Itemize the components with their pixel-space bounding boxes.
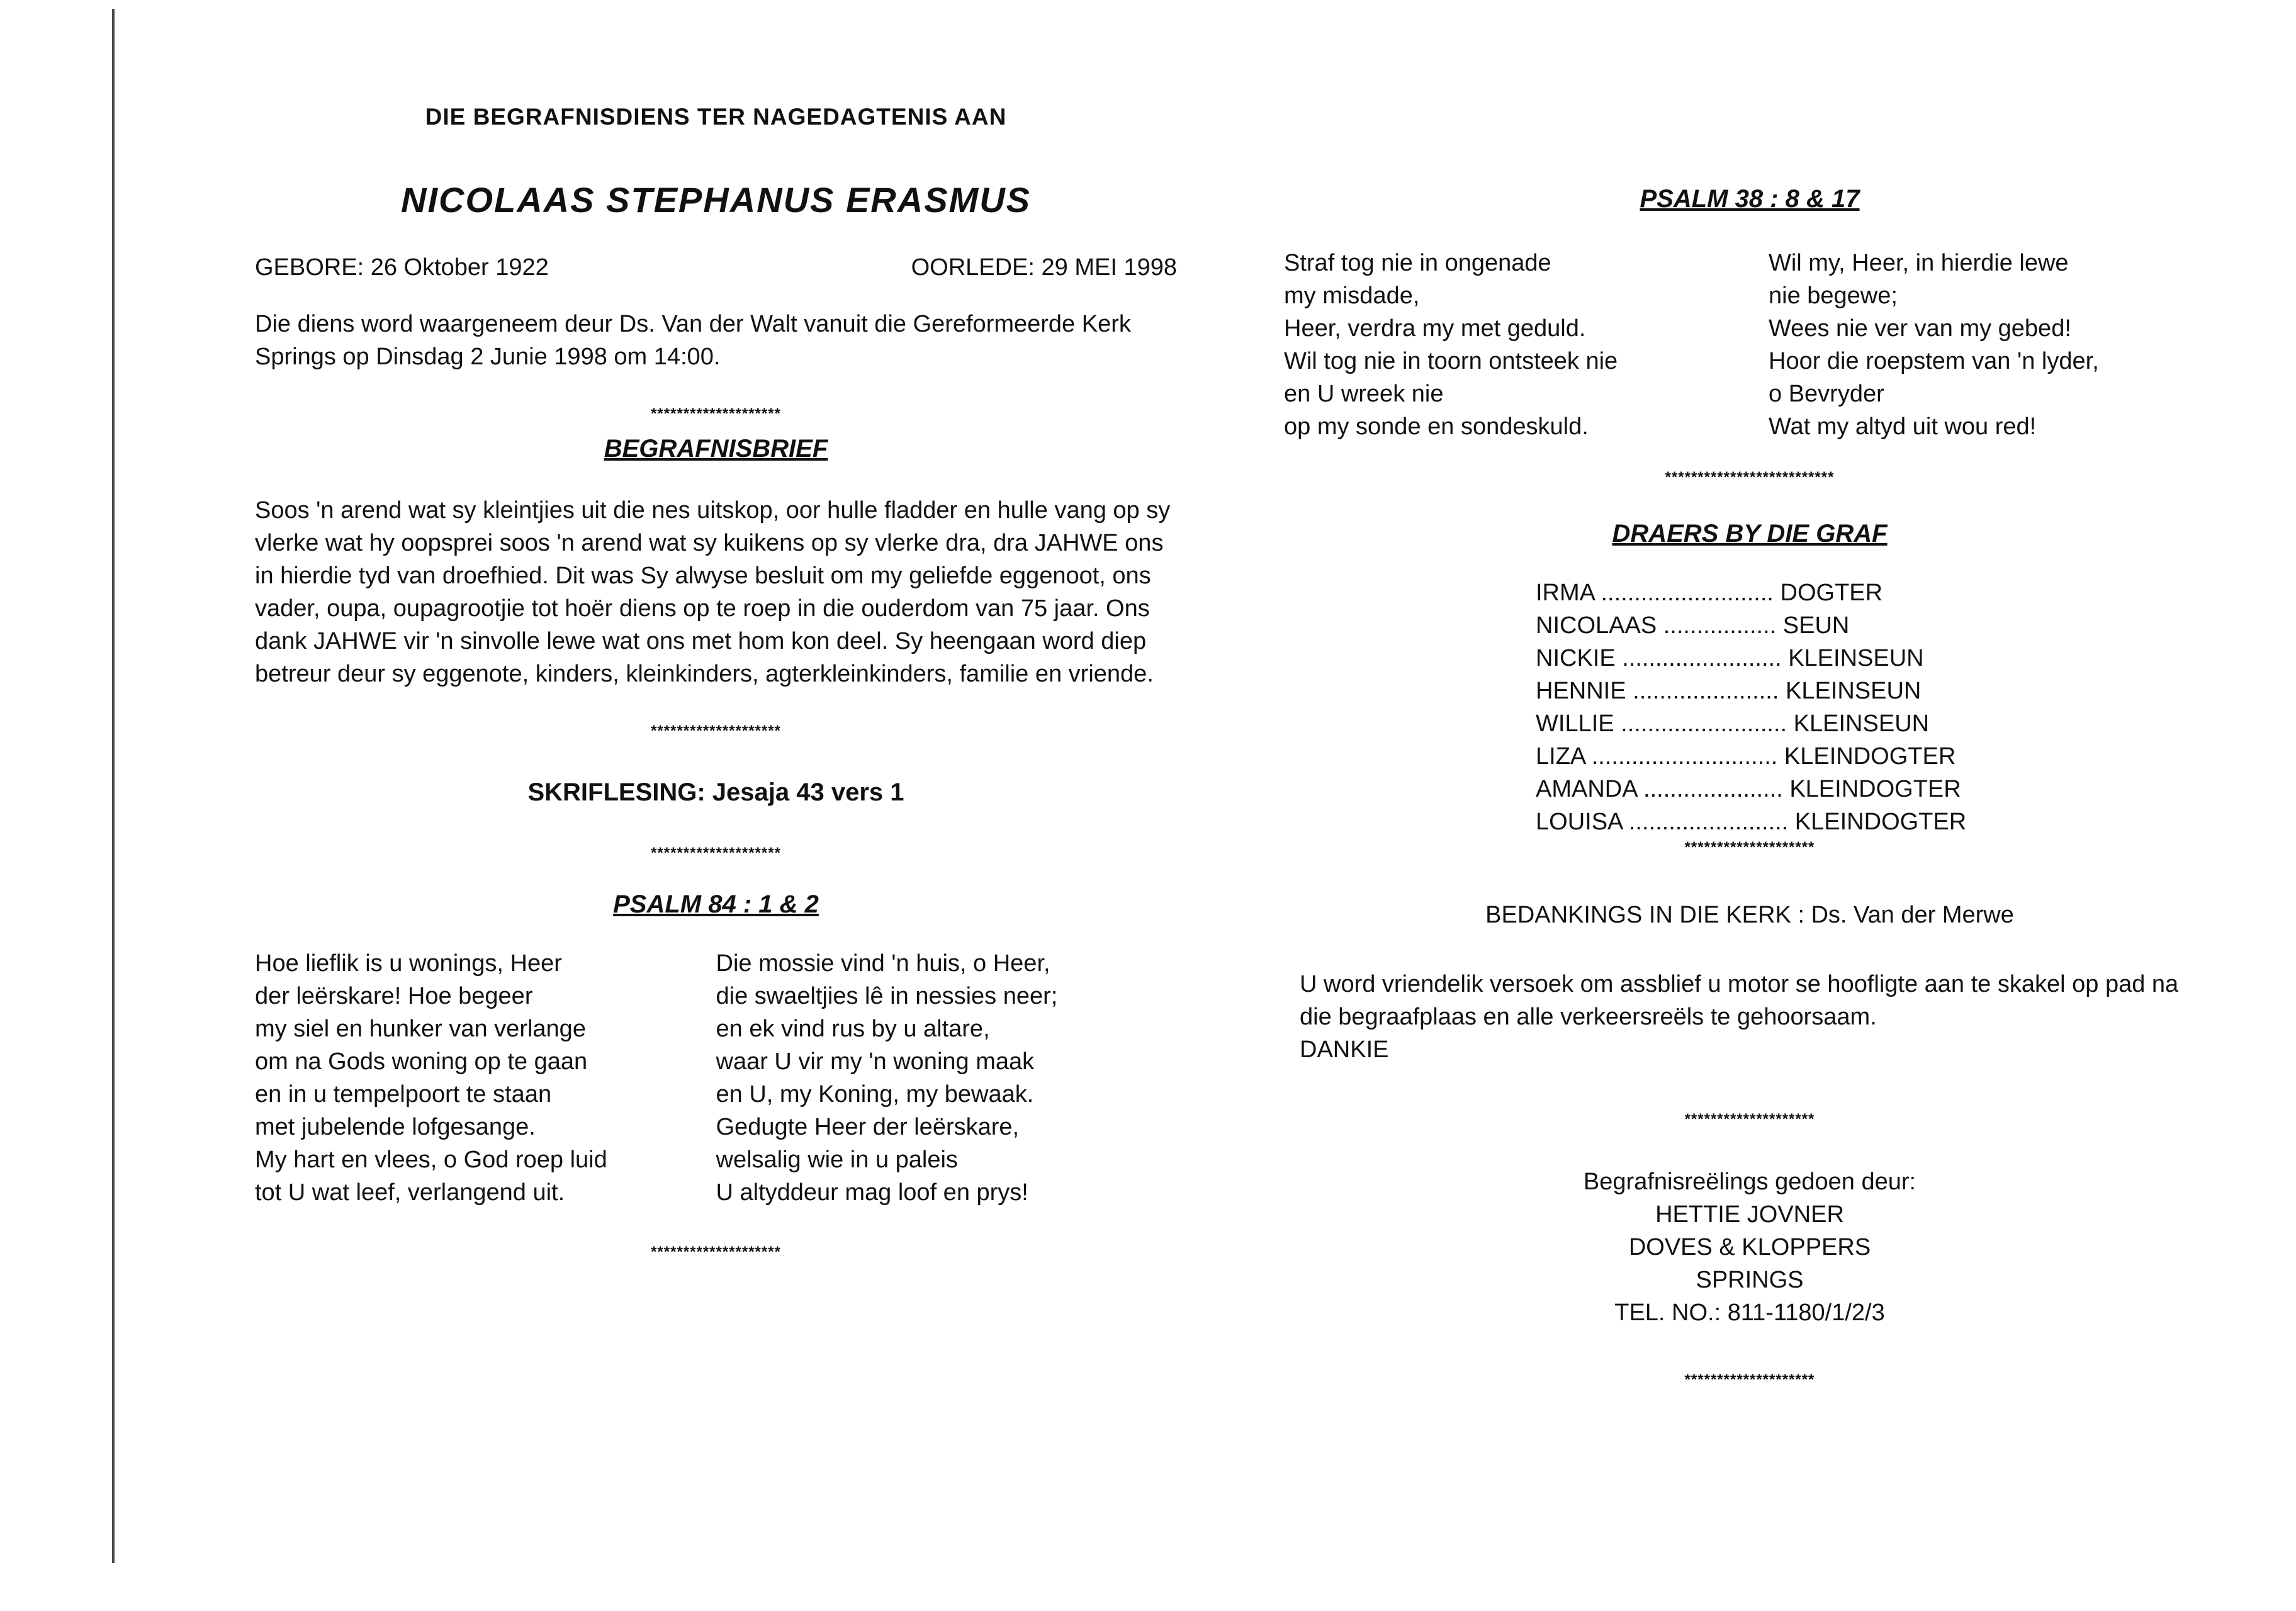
poem-line: Hoor die roepstem van 'n lyder, [1769,348,2099,374]
poem-line: my misdade, [1284,283,1420,309]
poem-line: Gedugte Heer der leërskare, [716,1114,1020,1140]
bearer-role: KLEINSEUN [1788,645,1924,671]
scan-edge-line [112,9,115,1563]
bearer-name: LOUISA [1536,809,1623,835]
dates-row [255,251,1177,284]
arrangements-line: SPRINGS [1696,1267,1804,1293]
deceased-name: NICOLAAS STEPHANUS ERASMUS [401,180,1031,220]
psalm84-heading: PSALM 84 : 1 & 2 [613,890,819,918]
bearer-role: KLEINSEUN [1785,678,1922,704]
bearer-name: LIZA [1536,743,1585,770]
bearers-list [1536,576,2215,838]
poem-line: en U, my Koning, my bewaak. [716,1081,1034,1108]
bearer-role: KLEINSEUN [1793,710,1930,737]
poem-line: Die mossie vind 'n huis, o Heer, [716,950,1050,977]
bearer-role: KLEINDOGTER [1784,743,1956,770]
poem-line: waar U vir my 'n woning maak [716,1048,1035,1075]
bearers-heading: DRAERS BY DIE GRAF [1612,520,1888,547]
poem-line: met jubelende lofgesange. [255,1114,536,1140]
star-divider: ******************** [651,1243,781,1260]
poem-line: op my sonde en sondeskuld. [1284,413,1589,440]
left-column [255,101,1177,1262]
arrangements-line: HETTIE JOVNER [1655,1201,1844,1228]
psalm38-verse-1 [1284,247,1731,443]
star-divider: ******************** [651,405,781,422]
poem-line: der leërskare! Hoe begeer [255,983,533,1009]
poem-line: U altyddeur mag loof en prys! [716,1179,1028,1206]
bearer-row: NICKIE ........................ KLEINSEUN [1536,645,1924,671]
bearer-name: HENNIE [1536,678,1626,704]
request-text: U word vriendelik versoek om assblief u motor se hoofligte aan te skakel op pad na die begraafplaas en alle verkeersreëls te gehoorsaam. [1300,971,2179,1030]
poem-line: Heer, verdra my met geduld. [1284,315,1586,342]
thanks-line: BEDANKINGS IN DIE KERK : Ds. Van der Merwe [1485,902,2014,928]
psalm84-verses [255,947,1177,1209]
arrangements-line: DOVES & KLOPPERS [1628,1234,1871,1260]
bearer-row: NICOLAAS ................. SEUN [1536,612,1850,639]
star-divider: ******************** [1684,1371,1815,1388]
bearer-name: NICOLAAS [1536,612,1657,639]
bearer-name: WILLIE [1536,710,1614,737]
psalm84-verse-1 [255,947,716,1209]
psalm38-verses [1284,247,2215,443]
bearer-name: NICKIE [1536,645,1616,671]
poem-line: My hart en vlees, o God roep luid [255,1147,607,1173]
poem-line: Straf tog nie in ongenade [1284,250,1551,276]
arrangements-tel: TEL. NO.: 811-1180/1/2/3 [1614,1299,1885,1326]
star-divider: ******************** [651,722,781,739]
star-divider: ******************** [651,845,781,862]
bearer-role: KLEINDOGTER [1794,809,1967,835]
poem-line: my siel en hunker van verlange [255,1016,586,1042]
bearer-row: IRMA .......................... DOGTER [1536,580,1883,606]
bearer-role: DOGTER [1780,580,1883,606]
psalm84-verse-2 [716,947,1178,1209]
bearer-name: AMANDA [1536,776,1637,802]
star-divider: ************************** [1665,469,1835,486]
poem-line: die swaeltjies lê in nessies neer; [716,983,1058,1009]
bearer-row: HENNIE ...................... KLEINSEUN [1536,678,1922,704]
poem-line: tot U wat leef, verlangend uit. [255,1179,565,1206]
star-divider: ******************** [1684,1111,1815,1128]
arrangements-label: Begrafnisreëlings gedoen deur: [1583,1169,1916,1195]
poem-line: Wil my, Heer, in hierdie lewe [1769,250,2069,276]
scripture-reading: SKRIFLESING: Jesaja 43 vers 1 [527,778,904,806]
poem-line: o Bevryder [1769,381,1884,407]
bearer-row: WILLIE ......................... KLEINSEUN [1536,710,1930,737]
bearer-name: IRMA [1536,580,1594,606]
poem-line: Hoe lieflik is u wonings, Heer [255,950,562,977]
psalm38-verse-2 [1731,247,2215,443]
intro-line: DIE BEGRAFNISDIENS TER NAGEDAGTENIS AAN [425,104,1007,130]
poem-line: Wat my altyd uit wou red! [1769,413,2037,440]
letter-body: Soos 'n arend wat sy kleintjies uit die nes uitskop, oor hulle fladder en hulle vang op sy vlerke wat hy oopsprei soos 'n arend wat sy kuikens op sy vlerke dra, dra JAHWE ons in hierdie tyd van droefhied. Dit was Sy alwyse besluit om my geliefde eggenoot, ons vader, oupa, oupagrootjie tot hoër diens op te roep in die ouderdom van 75 jaar. Ons dank JAHWE vir 'n sinvolle lewe wat ons met hom kon deel. Sy heengaan word diep betreur deur sy eggenote, kinders, kleinkinders, agterkleinkinders, familie en vriende. [255,497,1171,687]
request-thanks: DANKIE [1300,1036,1389,1063]
poem-line: en in u tempelpoort te staan [255,1081,552,1108]
bearer-row: LOUISA ........................ KLEINDOGTER [1536,809,1967,835]
bearer-row: LIZA ............................ KLEINDOGTER [1536,743,1956,770]
poem-line: nie begewe; [1769,283,1898,309]
bearer-row: AMANDA ..................... KLEINDOGTER [1536,776,1961,802]
psalm38-heading: PSALM 38 : 8 & 17 [1640,185,1860,213]
death-date: OORLEDE: 29 MEI 1998 [911,254,1177,281]
service-info: Die diens word waargeneem deur Ds. Van der Walt vanuit die Gereformeerde Kerk Springs op Dinsdag 2 Junie 1998 om 14:00. [255,311,1131,370]
poem-line: welsalig wie in u paleis [716,1147,958,1173]
bearer-role: SEUN [1782,612,1850,639]
birth-date: GEBORE: 26 Oktober 1922 [255,254,549,281]
bearer-role: KLEINDOGTER [1789,776,1961,802]
poem-line: en ek vind rus by u altare, [716,1016,990,1042]
star-divider: ******************** [1684,839,1815,856]
letter-heading: BEGRAFNISBRIEF [604,435,828,463]
poem-line: om na Gods woning op te gaan [255,1048,588,1075]
poem-line: Wil tog nie in toorn ontsteek nie [1284,348,1618,374]
poem-line: Wees nie ver van my gebed! [1769,315,2071,342]
poem-line: en U wreek nie [1284,381,1444,407]
right-column [1284,182,2215,1389]
